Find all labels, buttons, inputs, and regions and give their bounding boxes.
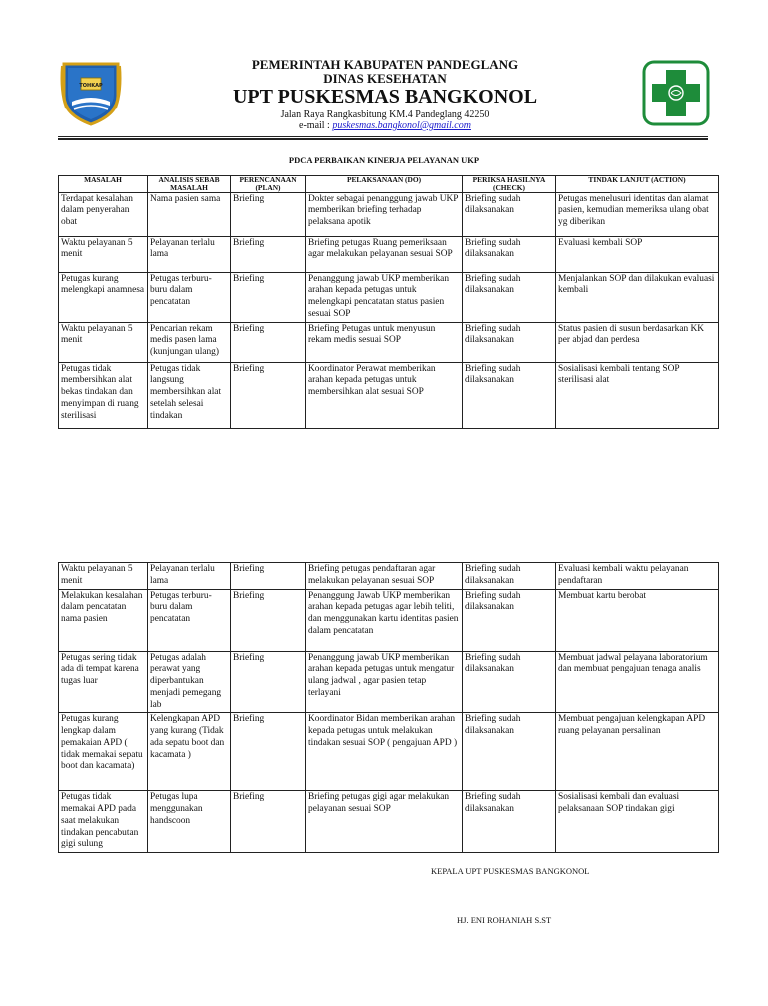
cell-plan: Briefing [231,589,306,651]
cell-action: Petugas menelusuri identitas dan alamat pasien, kemudian memeriksa ulang obat yg diberikan [556,192,719,236]
cell-masalah: Waktu pelayanan 5 menit [59,322,148,362]
cell-analisis: Petugas tidak langsung membersihkan alat setelah selesai tindakan [148,362,231,428]
table-row [59,362,719,428]
table-header-row [59,176,719,193]
crest-text: TOHKAP [79,83,103,89]
cell-check: Briefing sudah dilaksanakan [463,322,556,362]
header-email-line [130,120,640,131]
col-header-masalah: MASALAH [59,176,148,193]
cell-action: Status pasien di susun berdasarkan KK per abjad dan perdesa [556,322,719,362]
col-header-plan: PERENCANAAN (PLAN) [231,176,306,193]
cell-do: Penanggung jawab UKP memberikan arahan kepada petugas untuk melengkapi pencatatan status pasien sesuai SOP [306,272,463,322]
cell-action: Evaluasi kembali waktu pelayanan pendaftaran [556,563,719,590]
email-label: e-mail : [299,120,333,131]
cell-plan: Briefing [231,362,306,428]
cell-action: Membuat pengajuan kelengkapan APD ruang pelayanan persalinan [556,713,719,791]
table-row [59,236,719,272]
header-department: DINAS KESEHATAN [323,71,447,86]
pandeglang-crest-logo [58,56,124,126]
cell-do: Koordinator Bidan memberikan arahan kepada petugas untuk melakukan tindakan sesuai SOP ( pengajuan APD ) [306,713,463,791]
cell-check: Briefing sudah dilaksanakan [463,272,556,322]
cell-plan: Briefing [231,713,306,791]
cell-plan: Briefing [231,791,306,853]
cell-masalah: Waktu pelayanan 5 menit [59,236,148,272]
header-organization: UPT PUSKESMAS BANGKONOL [232,86,538,108]
cell-do: Koordinator Perawat memberikan arahan kepada petugas untuk membersihkan alat sesuai SOP [306,362,463,428]
table-row [59,563,719,590]
cell-analisis: Petugas lupa menggunakan handscoon [148,791,231,853]
cell-masalah: Terdapat kesalahan dalam penyerahan obat [59,192,148,236]
cell-do: Briefing petugas pendaftaran agar melakukan pelayanan sesuai SOP [306,563,463,590]
cell-plan: Briefing [231,272,306,322]
email-link[interactable]: puskesmas.bangkonol@gmail.com [332,120,471,131]
table-row [59,651,719,713]
header-government: PEMERINTAH KABUPATEN PANDEGLANG [251,57,519,72]
cell-do: Briefing petugas Ruang pemeriksaan agar melakukan pelayanan sesuai SOP [306,236,463,272]
col-header-do: PELAKSANAAN (DO) [306,176,463,193]
cell-masalah: Petugas kurang lengkap dalam pemakaian APD ( tidak memakai sepatu boot dan kacamata) [59,713,148,791]
table-row [59,791,719,853]
cell-masalah: Petugas sering tidak ada di tempat karena tugas luar [59,651,148,713]
cell-masalah: Waktu pelayanan 5 menit [59,563,148,590]
cell-analisis: Petugas terburu-buru dalam pencatatan [148,589,231,651]
letterhead-rule [58,136,708,137]
cell-action: Membuat jadwal pelayana laboratorium dan membuat pengajuan tenaga analis [556,651,719,713]
cell-check: Briefing sudah dilaksanakan [463,362,556,428]
pdca-table-page2 [58,562,719,853]
cell-masalah: Petugas kurang melengkapi anamnesa [59,272,148,322]
cell-analisis: Petugas adalah perawat yang diperbantukan menjadi pemegang lab [148,651,231,713]
table-row [59,589,719,651]
cell-analisis: Kelengkapan APD yang kurang (Tidak ada sepatu boot dan kacamata ) [148,713,231,791]
cell-action: Sosialisasi kembali tentang SOP sterilisasi alat [556,362,719,428]
cell-action: Membuat kartu berobat [556,589,719,651]
cell-check: Briefing sudah dilaksanakan [463,563,556,590]
header-address: Jalan Raya Rangkasbitung KM.4 Pandeglang 42250 [280,109,490,120]
cell-analisis: Nama pasien sama [148,192,231,236]
cell-plan: Briefing [231,651,306,713]
cell-action: Sosialisasi kembali dan evaluasi pelaksanaan SOP tindakan gigi [556,791,719,853]
cell-plan: Briefing [231,322,306,362]
signature-title: KEPALA UPT PUSKESMAS BANGKONOL [431,866,590,876]
cell-action: Menjalankan SOP dan dilakukan evaluasi kembali [556,272,719,322]
table-row [59,272,719,322]
cell-analisis: Pencarian rekam medis pasen lama (kunjungan ulang) [148,322,231,362]
cell-analisis: Pelayanan terlalu lama [148,236,231,272]
cell-plan: Briefing [231,236,306,272]
cell-check: Briefing sudah dilaksanakan [463,589,556,651]
document-title: PDCA PERBAIKAN KINERJA PELAYANAN UKP [288,155,480,165]
col-header-analisis: ANALISIS SEBAB MASALAH [148,176,231,193]
cell-do: Dokter sebagai penanggung jawab UKP memberikan briefing terhadap pelaksana apotik [306,192,463,236]
cell-analisis: Petugas terburu-buru dalam pencatatan [148,272,231,322]
cell-check: Briefing sudah dilaksanakan [463,713,556,791]
cell-do: Penanggung jawab UKP memberikan arahan kepada petugas untuk mengatur ulang jadwal , agar pasien tetap terlayani [306,651,463,713]
cell-plan: Briefing [231,192,306,236]
cell-analisis: Pelayanan terlalu lama [148,563,231,590]
cell-masalah: Petugas tidak memakai APD pada saat melakukan tindakan pencabutan gigi sulung [59,791,148,853]
table-row [59,322,719,362]
cell-action: Evaluasi kembali SOP [556,236,719,272]
pdca-table-page1 [58,175,719,429]
signature-name: HJ. ENI ROHANIAH S.ST [457,915,552,925]
cell-check: Briefing sudah dilaksanakan [463,192,556,236]
col-header-check: PERIKSA HASILNYA (CHECK) [463,176,556,193]
cell-do: Briefing petugas gigi agar melakukan pelayanan sesuai SOP [306,791,463,853]
cell-plan: Briefing [231,563,306,590]
puskesmas-cross-logo [642,60,710,126]
cell-check: Briefing sudah dilaksanakan [463,236,556,272]
cell-do: Briefing Petugas untuk menyusun rekam medis sesuai SOP [306,322,463,362]
cell-do: Penanggung Jawab UKP memberikan arahan kepada petugas agar lebih teliti, dan menggunakan kartu identitas pasien dalam pencatatan [306,589,463,651]
cell-masalah: Melakukan kesalahan dalam pencatatan nama pasien [59,589,148,651]
table-row [59,192,719,236]
table-row [59,713,719,791]
cell-check: Briefing sudah dilaksanakan [463,651,556,713]
cell-check: Briefing sudah dilaksanakan [463,791,556,853]
col-header-action: TINDAK LANJUT (ACTION) [556,176,719,193]
letterhead-rule-double [58,138,708,140]
cell-masalah: Petugas tidak membersihkan alat bekas tindakan dan menyimpan di ruang sterilisasi [59,362,148,428]
